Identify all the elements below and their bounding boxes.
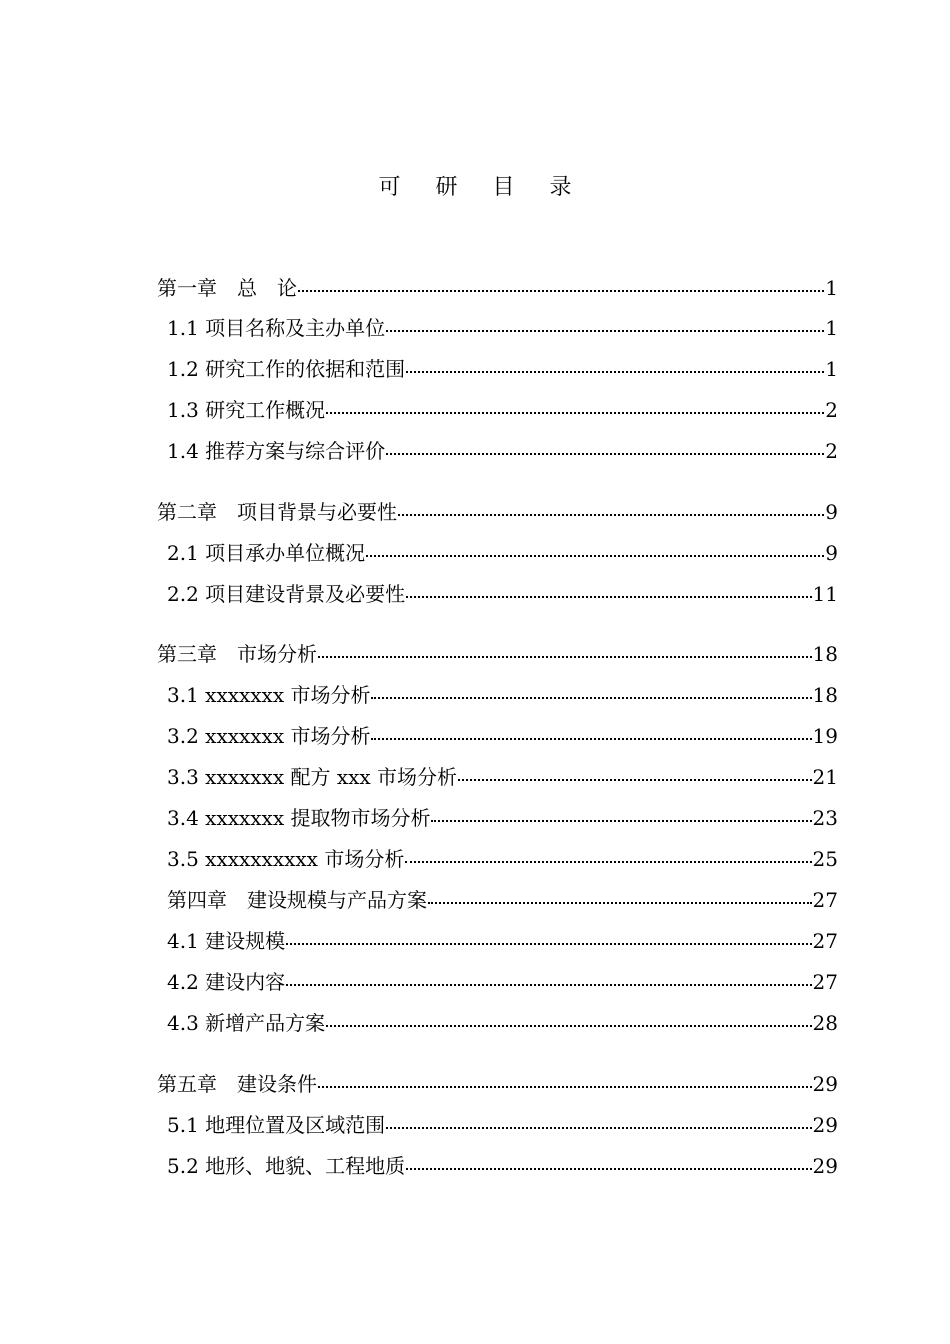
- toc-page-number: 11: [812, 582, 838, 606]
- toc-dot-leader: [318, 656, 812, 658]
- toc-entry-label: 3.1 xxxxxxx 市场分析: [167, 683, 371, 707]
- toc-section-entry[interactable]: [167, 435, 838, 467]
- toc-entry-label: 3.4 xxxxxxx 提取物市场分析: [167, 806, 431, 830]
- toc-entry-label: 第三章 市场分析: [157, 642, 317, 666]
- toc-dot-leader: [406, 596, 811, 598]
- toc-dot-leader: [386, 330, 824, 332]
- toc-page-number: 29: [812, 1154, 838, 1178]
- toc-page-number: 25: [812, 847, 838, 871]
- toc-dot-leader: [405, 861, 811, 863]
- toc-page-number: 21: [812, 765, 838, 789]
- toc-page-number: 23: [812, 806, 838, 830]
- toc-page-number: 18: [812, 683, 838, 707]
- toc-dot-leader: [386, 453, 824, 455]
- toc-entry-label: 4.1 建设规模: [167, 929, 286, 953]
- toc-section-entry[interactable]: [167, 537, 838, 569]
- toc-section-entry[interactable]: [167, 312, 838, 344]
- toc-dot-leader: [326, 412, 824, 414]
- toc-dot-leader: [386, 1127, 811, 1129]
- toc-page-number: 2: [825, 439, 838, 463]
- toc-page-number: 18: [812, 642, 838, 666]
- toc-section-entry[interactable]: [167, 802, 838, 834]
- toc-entry-label: 5.1 地理位置及区域范围: [167, 1113, 386, 1137]
- toc-page-number: 1: [825, 316, 838, 340]
- toc-chapter-entry[interactable]: [157, 638, 838, 670]
- toc-entry-label: 4.2 建设内容: [167, 970, 286, 994]
- toc-entry-label: 4.3 新增产品方案: [167, 1011, 326, 1035]
- toc-chapter-entry[interactable]: [167, 884, 838, 916]
- toc-entry-label: 5.2 地形、地貌、工程地质: [167, 1154, 406, 1178]
- toc-page-number: 27: [812, 929, 838, 953]
- toc-section-entry[interactable]: [167, 1007, 838, 1039]
- toc-section-entry[interactable]: [167, 966, 838, 998]
- toc-dot-leader: [406, 371, 824, 373]
- toc-dot-leader: [398, 514, 824, 516]
- toc-section-entry[interactable]: [167, 394, 838, 426]
- toc-entry-label: 2.2 项目建设背景及必要性: [167, 582, 406, 606]
- toc-dot-leader: [366, 555, 824, 557]
- toc-section-entry[interactable]: [167, 679, 838, 711]
- page-title: 可 研 目 录: [378, 175, 586, 200]
- toc-entry-label: 第四章 建设规模与产品方案: [167, 888, 427, 912]
- toc-page-number: 27: [812, 970, 838, 994]
- toc-section-entry[interactable]: [167, 925, 838, 957]
- toc-section-entry[interactable]: [167, 353, 838, 385]
- toc-entry-label: 1.1 项目名称及主办单位: [167, 316, 386, 340]
- toc-page-number: 1: [825, 276, 838, 300]
- toc-page-number: 28: [812, 1011, 838, 1035]
- toc-page-number: 27: [812, 888, 838, 912]
- toc-section-entry[interactable]: [167, 843, 838, 875]
- toc-section-entry[interactable]: [167, 1150, 838, 1182]
- toc-page-number: 19: [812, 724, 838, 748]
- toc-entry-label: 3.5 xxxxxxxxxx 市场分析: [167, 847, 405, 871]
- toc-dot-leader: [286, 943, 811, 945]
- toc-entry-label: 第一章 总 论: [157, 276, 297, 300]
- toc-page-number: 1: [825, 357, 838, 381]
- toc-dot-leader: [371, 738, 811, 740]
- toc-entry-label: 第二章 项目背景与必要性: [157, 500, 397, 524]
- toc-dot-leader: [458, 779, 812, 781]
- toc-chapter-entry[interactable]: [157, 496, 838, 528]
- toc-dot-leader: [326, 1025, 811, 1027]
- toc-page-number: 2: [825, 398, 838, 422]
- toc-section-entry[interactable]: [167, 761, 838, 793]
- toc-entry-label: 2.1 项目承办单位概况: [167, 541, 366, 565]
- toc-entry-label: 第五章 建设条件: [157, 1072, 317, 1096]
- toc-chapter-entry[interactable]: [157, 1068, 838, 1100]
- toc-entry-label: 3.2 xxxxxxx 市场分析: [167, 724, 371, 748]
- toc-page-number: 9: [825, 541, 838, 565]
- toc-page-number: 29: [812, 1072, 838, 1096]
- toc-section-entry[interactable]: [167, 720, 838, 752]
- toc-dot-leader: [318, 1086, 812, 1088]
- toc-entry-label: 1.4 推荐方案与综合评价: [167, 439, 386, 463]
- toc-dot-leader: [431, 820, 811, 822]
- toc-dot-leader: [371, 697, 811, 699]
- toc-page-number: 9: [825, 500, 838, 524]
- toc-page-number: 29: [812, 1113, 838, 1137]
- toc-entry-label: 1.2 研究工作的依据和范围: [167, 357, 406, 381]
- toc-entry-label: 3.3 xxxxxxx 配方 xxx 市场分析: [167, 765, 458, 789]
- toc-dot-leader: [298, 290, 824, 292]
- toc-dot-leader: [428, 902, 812, 904]
- toc-entry-label: 1.3 研究工作概况: [167, 398, 326, 422]
- toc-section-entry[interactable]: [167, 1109, 838, 1141]
- toc-dot-leader: [406, 1168, 811, 1170]
- toc-chapter-entry[interactable]: [157, 272, 838, 304]
- toc-dot-leader: [286, 984, 811, 986]
- toc-section-entry[interactable]: [167, 578, 838, 610]
